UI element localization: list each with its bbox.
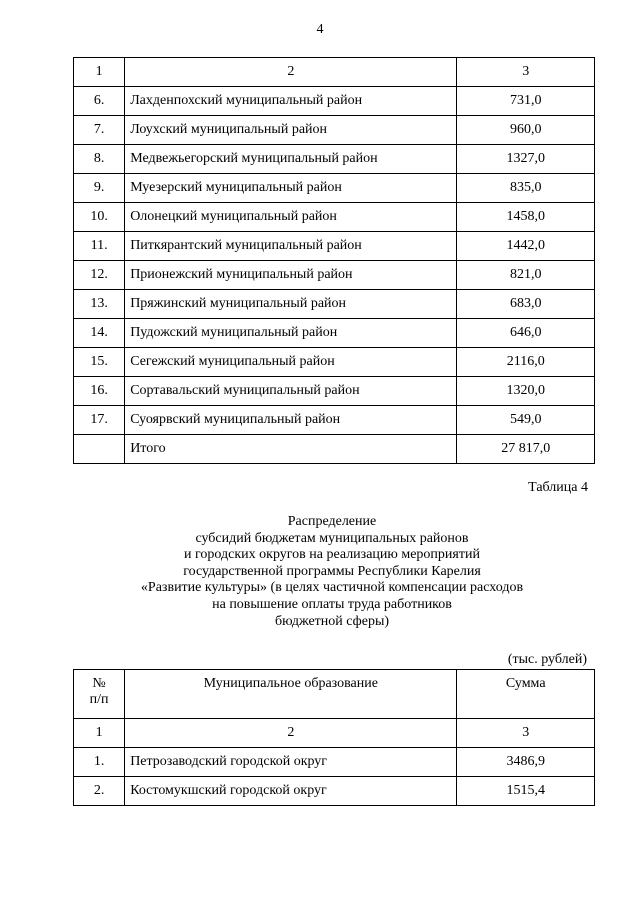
row-name: Костомукшский городской округ [125, 777, 457, 806]
table-city-districts [73, 669, 595, 806]
header-sum: Сумма [457, 670, 595, 719]
header-number-line2: п/п [89, 692, 109, 707]
row-number: 17. [74, 406, 125, 435]
caption-line: «Развитие культуры» (в целях частичной компенсации расходов [140, 580, 524, 596]
table-row [74, 87, 595, 116]
caption-line: Распределение [287, 514, 377, 529]
row-number: 8. [74, 145, 125, 174]
table-row [74, 406, 595, 435]
table-row [74, 319, 595, 348]
column-number-3: 3 [457, 58, 595, 87]
row-name: Сегежский муниципальный район [125, 348, 457, 377]
row-name: Муезерский муниципальный район [125, 174, 457, 203]
table-label: Таблица 4 [528, 480, 588, 495]
row-name: Пряжинский муниципальный район [125, 290, 457, 319]
table-row [74, 203, 595, 232]
row-sum: 821,0 [457, 261, 595, 290]
row-number: 16. [74, 377, 125, 406]
table-row [74, 174, 595, 203]
row-name: Пудожский муниципальный район [125, 319, 457, 348]
row-sum: 549,0 [457, 406, 595, 435]
table-caption [0, 514, 640, 630]
row-sum: 3486,9 [457, 748, 595, 777]
column-number-1: 1 [74, 719, 125, 748]
table-column-numbers [74, 58, 595, 87]
total-label: Итого [125, 435, 457, 464]
table-row [74, 145, 595, 174]
total-number [74, 435, 125, 464]
row-number: 6. [74, 87, 125, 116]
row-name: Олонецкий муниципальный район [125, 203, 457, 232]
row-number: 12. [74, 261, 125, 290]
table-row [74, 348, 595, 377]
row-sum: 1442,0 [457, 232, 595, 261]
row-sum: 1327,0 [457, 145, 595, 174]
row-number: 14. [74, 319, 125, 348]
table-row [74, 290, 595, 319]
row-sum: 646,0 [457, 319, 595, 348]
row-name: Петрозаводский городской округ [125, 748, 457, 777]
row-sum: 1515,4 [457, 777, 595, 806]
row-number: 2. [74, 777, 125, 806]
row-sum: 683,0 [457, 290, 595, 319]
caption-line: на повышение оплаты труда работников [212, 596, 452, 612]
row-name: Лахденпохский муниципальный район [125, 87, 457, 116]
column-number-2: 2 [125, 58, 457, 87]
row-number: 7. [74, 116, 125, 145]
total-sum: 27 817,0 [457, 435, 595, 464]
table-row [74, 777, 595, 806]
caption-line: и городских округов на реализацию мероприятий [184, 547, 480, 563]
row-sum: 835,0 [457, 174, 595, 203]
row-number: 1. [74, 748, 125, 777]
table-row [74, 377, 595, 406]
table-row [74, 261, 595, 290]
row-number: 9. [74, 174, 125, 203]
row-number: 13. [74, 290, 125, 319]
units-label: (тыс. рублей) [507, 652, 587, 667]
table-column-numbers [74, 719, 595, 748]
header-name: Муниципальное образование [125, 670, 457, 719]
row-number: 11. [74, 232, 125, 261]
column-number-2: 2 [125, 719, 457, 748]
row-name: Лоухский муниципальный район [125, 116, 457, 145]
caption-line: бюджетной сферы) [274, 613, 390, 629]
row-sum: 1320,0 [457, 377, 595, 406]
page-number: 4 [316, 22, 324, 37]
header-number [74, 670, 125, 719]
table-total-row [74, 435, 595, 464]
caption-line: субсидий бюджетам муниципальных районов [195, 530, 469, 546]
table-row [74, 116, 595, 145]
column-number-3: 3 [457, 719, 595, 748]
row-sum: 2116,0 [457, 348, 595, 377]
row-name: Питкярантский муниципальный район [125, 232, 457, 261]
row-name: Прионежский муниципальный район [125, 261, 457, 290]
table-municipal-districts [73, 57, 595, 464]
row-name: Суоярвский муниципальный район [125, 406, 457, 435]
table-row [74, 748, 595, 777]
column-number-1: 1 [74, 58, 125, 87]
caption-line: государственной программы Республики Карелия [183, 563, 481, 579]
row-name: Медвежьегорский муниципальный район [125, 145, 457, 174]
row-number: 15. [74, 348, 125, 377]
row-number: 10. [74, 203, 125, 232]
row-sum: 731,0 [457, 87, 595, 116]
table-row [74, 232, 595, 261]
table-header [74, 670, 595, 719]
header-number-line1: № [92, 676, 106, 691]
row-sum: 1458,0 [457, 203, 595, 232]
row-sum: 960,0 [457, 116, 595, 145]
row-name: Сортавальский муниципальный район [125, 377, 457, 406]
